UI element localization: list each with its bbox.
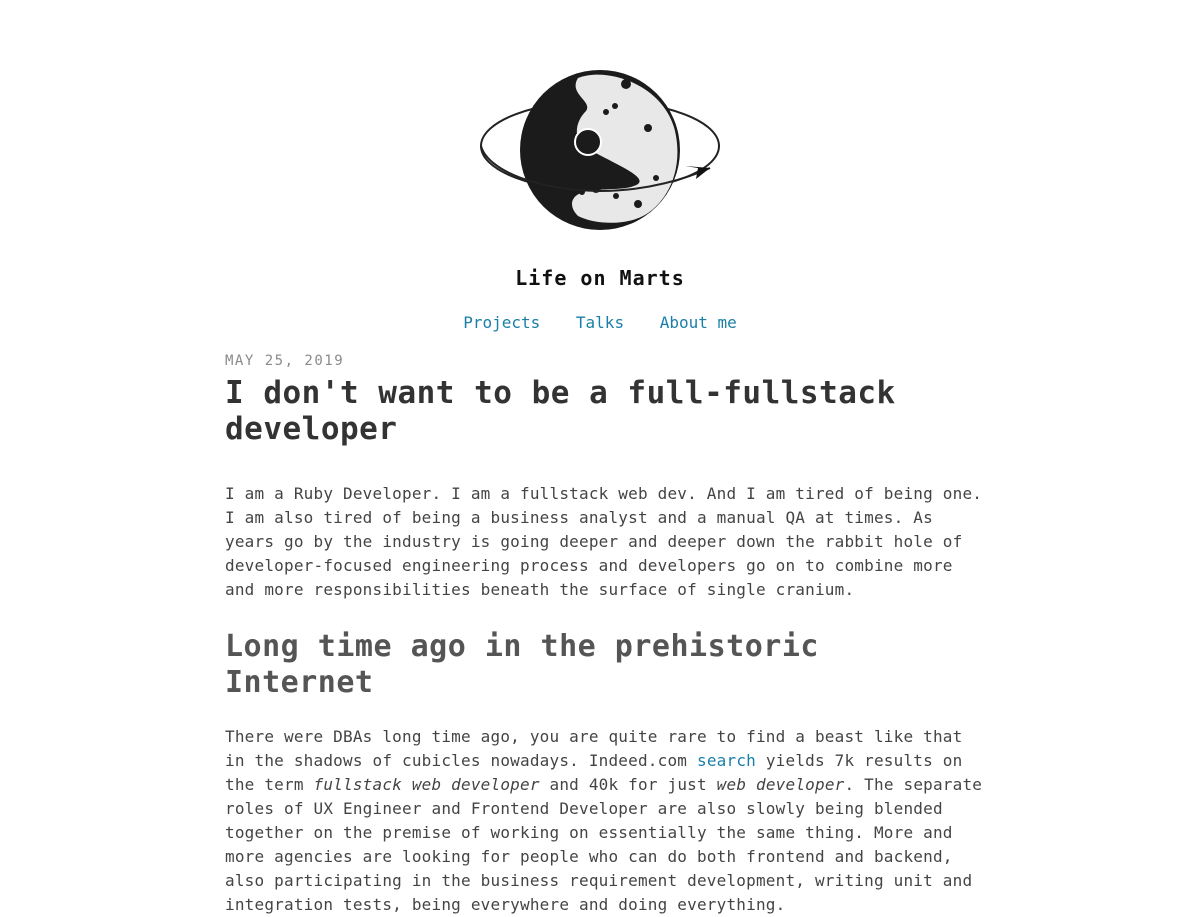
nav-item-talks[interactable]: Talks [575,313,625,332]
nav-item-about-me[interactable]: About me [659,313,737,332]
search-link[interactable]: search [696,751,756,770]
post-date: MAY 25, 2019 [225,353,345,369]
site-title[interactable]: Life on Marts [515,266,685,290]
text-segment: yields 7k results on the term [225,751,963,794]
site-logo[interactable] [478,66,722,236]
text-segment: There were DBAs long time ago, you are quite rare to find a beast like that in the shadows of cubicles nowadays. Indeed.com [225,727,963,770]
text-segment: . The separate roles of UX Engineer and Frontend Developer are also slowly being blended together on the premise of working on essentially the same thing. More and more agencies are looking for people who can do both frontend and backend, also participating in the business requirement development, writing unit and integration tests, being everywhere and doing everything. [225,775,983,914]
text-segment: and 40k for just [539,775,717,794]
section-paragraph [225,725,985,917]
planet-with-orbit-icon [478,66,722,236]
nav-item-projects[interactable]: Projects [463,313,541,332]
post-title: I don't want to be a full-fullstack developer [225,375,896,447]
post-intro-paragraph: I am a Ruby Developer. I am a fullstack web dev. And I am tired of being one. I am also tired of being a business analyst and a manual QA at times. As years go by the industry is going deeper and deeper down the rabbit hole of developer-focused engineering process and developers go on to combine more and more responsibilities beneath the surface of single cranium. [225,484,983,599]
emphasis-fullstack: fullstack web developer [313,775,540,794]
emphasis-web-developer: web developer [716,775,845,794]
post-article [225,352,985,917]
section-heading: Long time ago in the prehistoric Internet [225,629,819,700]
main-nav [0,313,1200,332]
